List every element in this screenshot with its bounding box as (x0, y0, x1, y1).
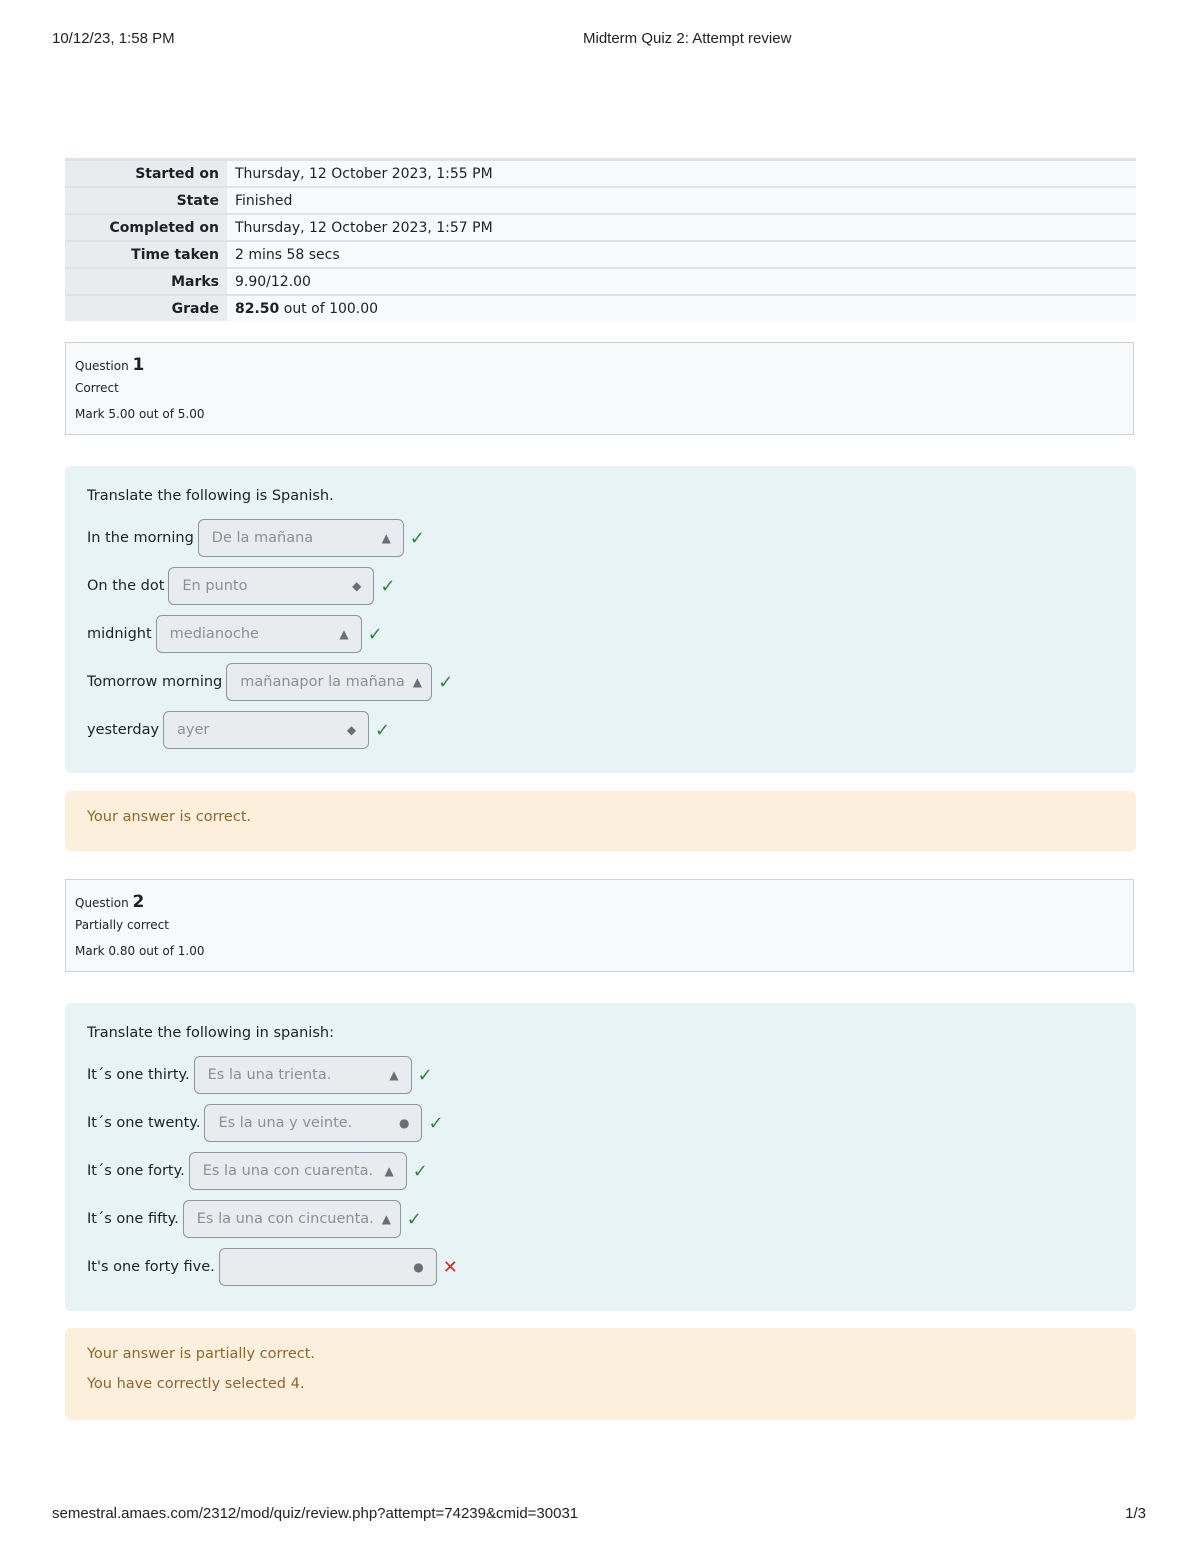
answer-row (87, 518, 1114, 558)
answer-row (87, 1151, 1114, 1191)
answer-select[interactable] (204, 1104, 422, 1142)
question-state: Partially correct (75, 918, 169, 932)
check-icon: ✓ (412, 1160, 428, 1182)
answer-select[interactable] (163, 711, 369, 749)
question-prefix: Question (75, 896, 129, 910)
question-number (75, 355, 1124, 375)
answer-select[interactable] (226, 663, 432, 701)
page-count: 1/3 (1125, 1505, 1146, 1522)
summary-row (65, 214, 1136, 241)
summary-row (65, 268, 1136, 295)
check-icon: ✓ (409, 527, 425, 549)
select-arrows-icon: ● (413, 1260, 424, 1274)
page-url: semestral.amaes.com/2312/mod/quiz/review.php?attempt=74239&cmid=30031 (52, 1505, 579, 1522)
answer-label: It´s one thirty. (87, 1067, 190, 1083)
answer-row (87, 566, 1114, 606)
check-icon: ✓ (367, 623, 383, 645)
select-value: Es la una con cuarenta. (202, 1163, 374, 1179)
select-value: Es la una con cincuenta. (196, 1211, 374, 1227)
summary-label: Marks (65, 268, 227, 295)
answer-select[interactable] (168, 567, 374, 605)
select-arrows-icon: ▲︎ (389, 1068, 399, 1082)
answer-row (87, 662, 1114, 702)
question-number-value: 2 (132, 892, 145, 912)
select-arrows-icon: ▲︎ (381, 531, 391, 545)
question-2-info (65, 879, 1134, 972)
answer-label: It's one forty five. (87, 1259, 215, 1275)
summary-value (227, 295, 1136, 321)
summary-row (65, 241, 1136, 268)
select-value: medianoche (169, 626, 259, 642)
select-value: ayer (177, 722, 210, 738)
answer-label: midnight (87, 626, 152, 642)
summary-value: 9.90/12.00 (227, 268, 1136, 295)
answer-select[interactable] (183, 1200, 401, 1238)
select-value: En punto (182, 578, 248, 594)
question-1-info (65, 342, 1134, 435)
summary-label: Grade (65, 295, 227, 321)
select-value: De la mañana (211, 530, 314, 546)
summary-value: 2 mins 58 secs (227, 241, 1136, 268)
answer-label: On the dot (87, 578, 165, 594)
question-2-formulation (65, 1003, 1136, 1311)
answer-label: Tomorrow morning (87, 674, 223, 690)
summary-label: Started on (65, 160, 227, 188)
select-arrows-icon: ▲︎ (381, 1212, 392, 1226)
summary-value: Thursday, 12 October 2023, 1:55 PM (227, 160, 1136, 188)
select-arrows-icon: ● (398, 1116, 410, 1130)
select-value: Es la una trienta. (207, 1067, 332, 1083)
question-prefix: Question (75, 359, 129, 373)
answer-select[interactable] (219, 1248, 437, 1286)
question-text: Translate the following is Spanish. (87, 488, 334, 504)
answer-row (87, 710, 1114, 750)
answer-row (87, 1247, 1114, 1287)
summary-label: State (65, 187, 227, 214)
check-icon: ✓ (428, 1112, 444, 1134)
grade-out-of: out of 100.00 (279, 300, 379, 317)
select-arrows-icon: ▲︎ (339, 627, 349, 641)
question-1-feedback (65, 791, 1136, 851)
attempt-summary-table (65, 158, 1136, 321)
answer-select[interactable] (198, 519, 404, 557)
select-arrows-icon: ▲︎ (384, 1164, 394, 1178)
select-arrows-icon: ▲︎ (412, 675, 422, 689)
check-icon: ✓ (380, 575, 396, 597)
answer-row (87, 614, 1114, 654)
grade-value: 82.50 (235, 300, 280, 317)
answer-row (87, 1103, 1114, 1143)
feedback-text: Your answer is correct. (87, 809, 252, 825)
answer-select[interactable] (194, 1056, 412, 1094)
print-date: 10/12/23, 1:58 PM (52, 30, 175, 47)
answer-select[interactable] (189, 1152, 407, 1190)
feedback-text: Your answer is partially correct. (87, 1346, 316, 1362)
summary-value: Finished (227, 187, 1136, 214)
check-icon: ✓ (406, 1208, 422, 1230)
answer-label: In the morning (87, 530, 194, 546)
question-2-feedback (65, 1328, 1136, 1420)
question-number-value: 1 (132, 355, 145, 375)
summary-value: Thursday, 12 October 2023, 1:57 PM (227, 214, 1136, 241)
feedback-text: You have correctly selected 4. (87, 1376, 305, 1392)
answer-label: It´s one forty. (87, 1163, 185, 1179)
summary-row (65, 295, 1136, 321)
cross-icon: ✕ (442, 1256, 458, 1278)
print-title: Midterm Quiz 2: Attempt review (583, 30, 792, 47)
select-value: Es la una y veinte. (218, 1115, 353, 1131)
summary-row (65, 187, 1136, 214)
select-arrows-icon: ◆ (352, 579, 362, 593)
question-grade: Mark 5.00 out of 5.00 (75, 407, 205, 421)
answer-row (87, 1199, 1114, 1239)
select-value: mañanapor la mañana (240, 674, 405, 690)
answer-label: It´s one fifty. (87, 1211, 179, 1227)
summary-label: Time taken (65, 241, 227, 268)
answer-row (87, 1055, 1114, 1095)
question-grade: Mark 0.80 out of 1.00 (75, 944, 205, 958)
check-icon: ✓ (375, 719, 391, 741)
question-text: Translate the following in spanish: (87, 1025, 334, 1041)
check-icon: ✓ (417, 1064, 433, 1086)
question-1-formulation (65, 466, 1136, 773)
question-state: Correct (75, 381, 119, 395)
answer-label: yesterday (87, 722, 160, 738)
summary-label: Completed on (65, 214, 227, 241)
question-number (75, 892, 1124, 912)
summary-row (65, 160, 1136, 188)
answer-label: It´s one twenty. (87, 1115, 201, 1131)
select-arrows-icon: ◆ (346, 723, 357, 737)
check-icon: ✓ (438, 671, 454, 693)
answer-select[interactable] (156, 615, 362, 653)
